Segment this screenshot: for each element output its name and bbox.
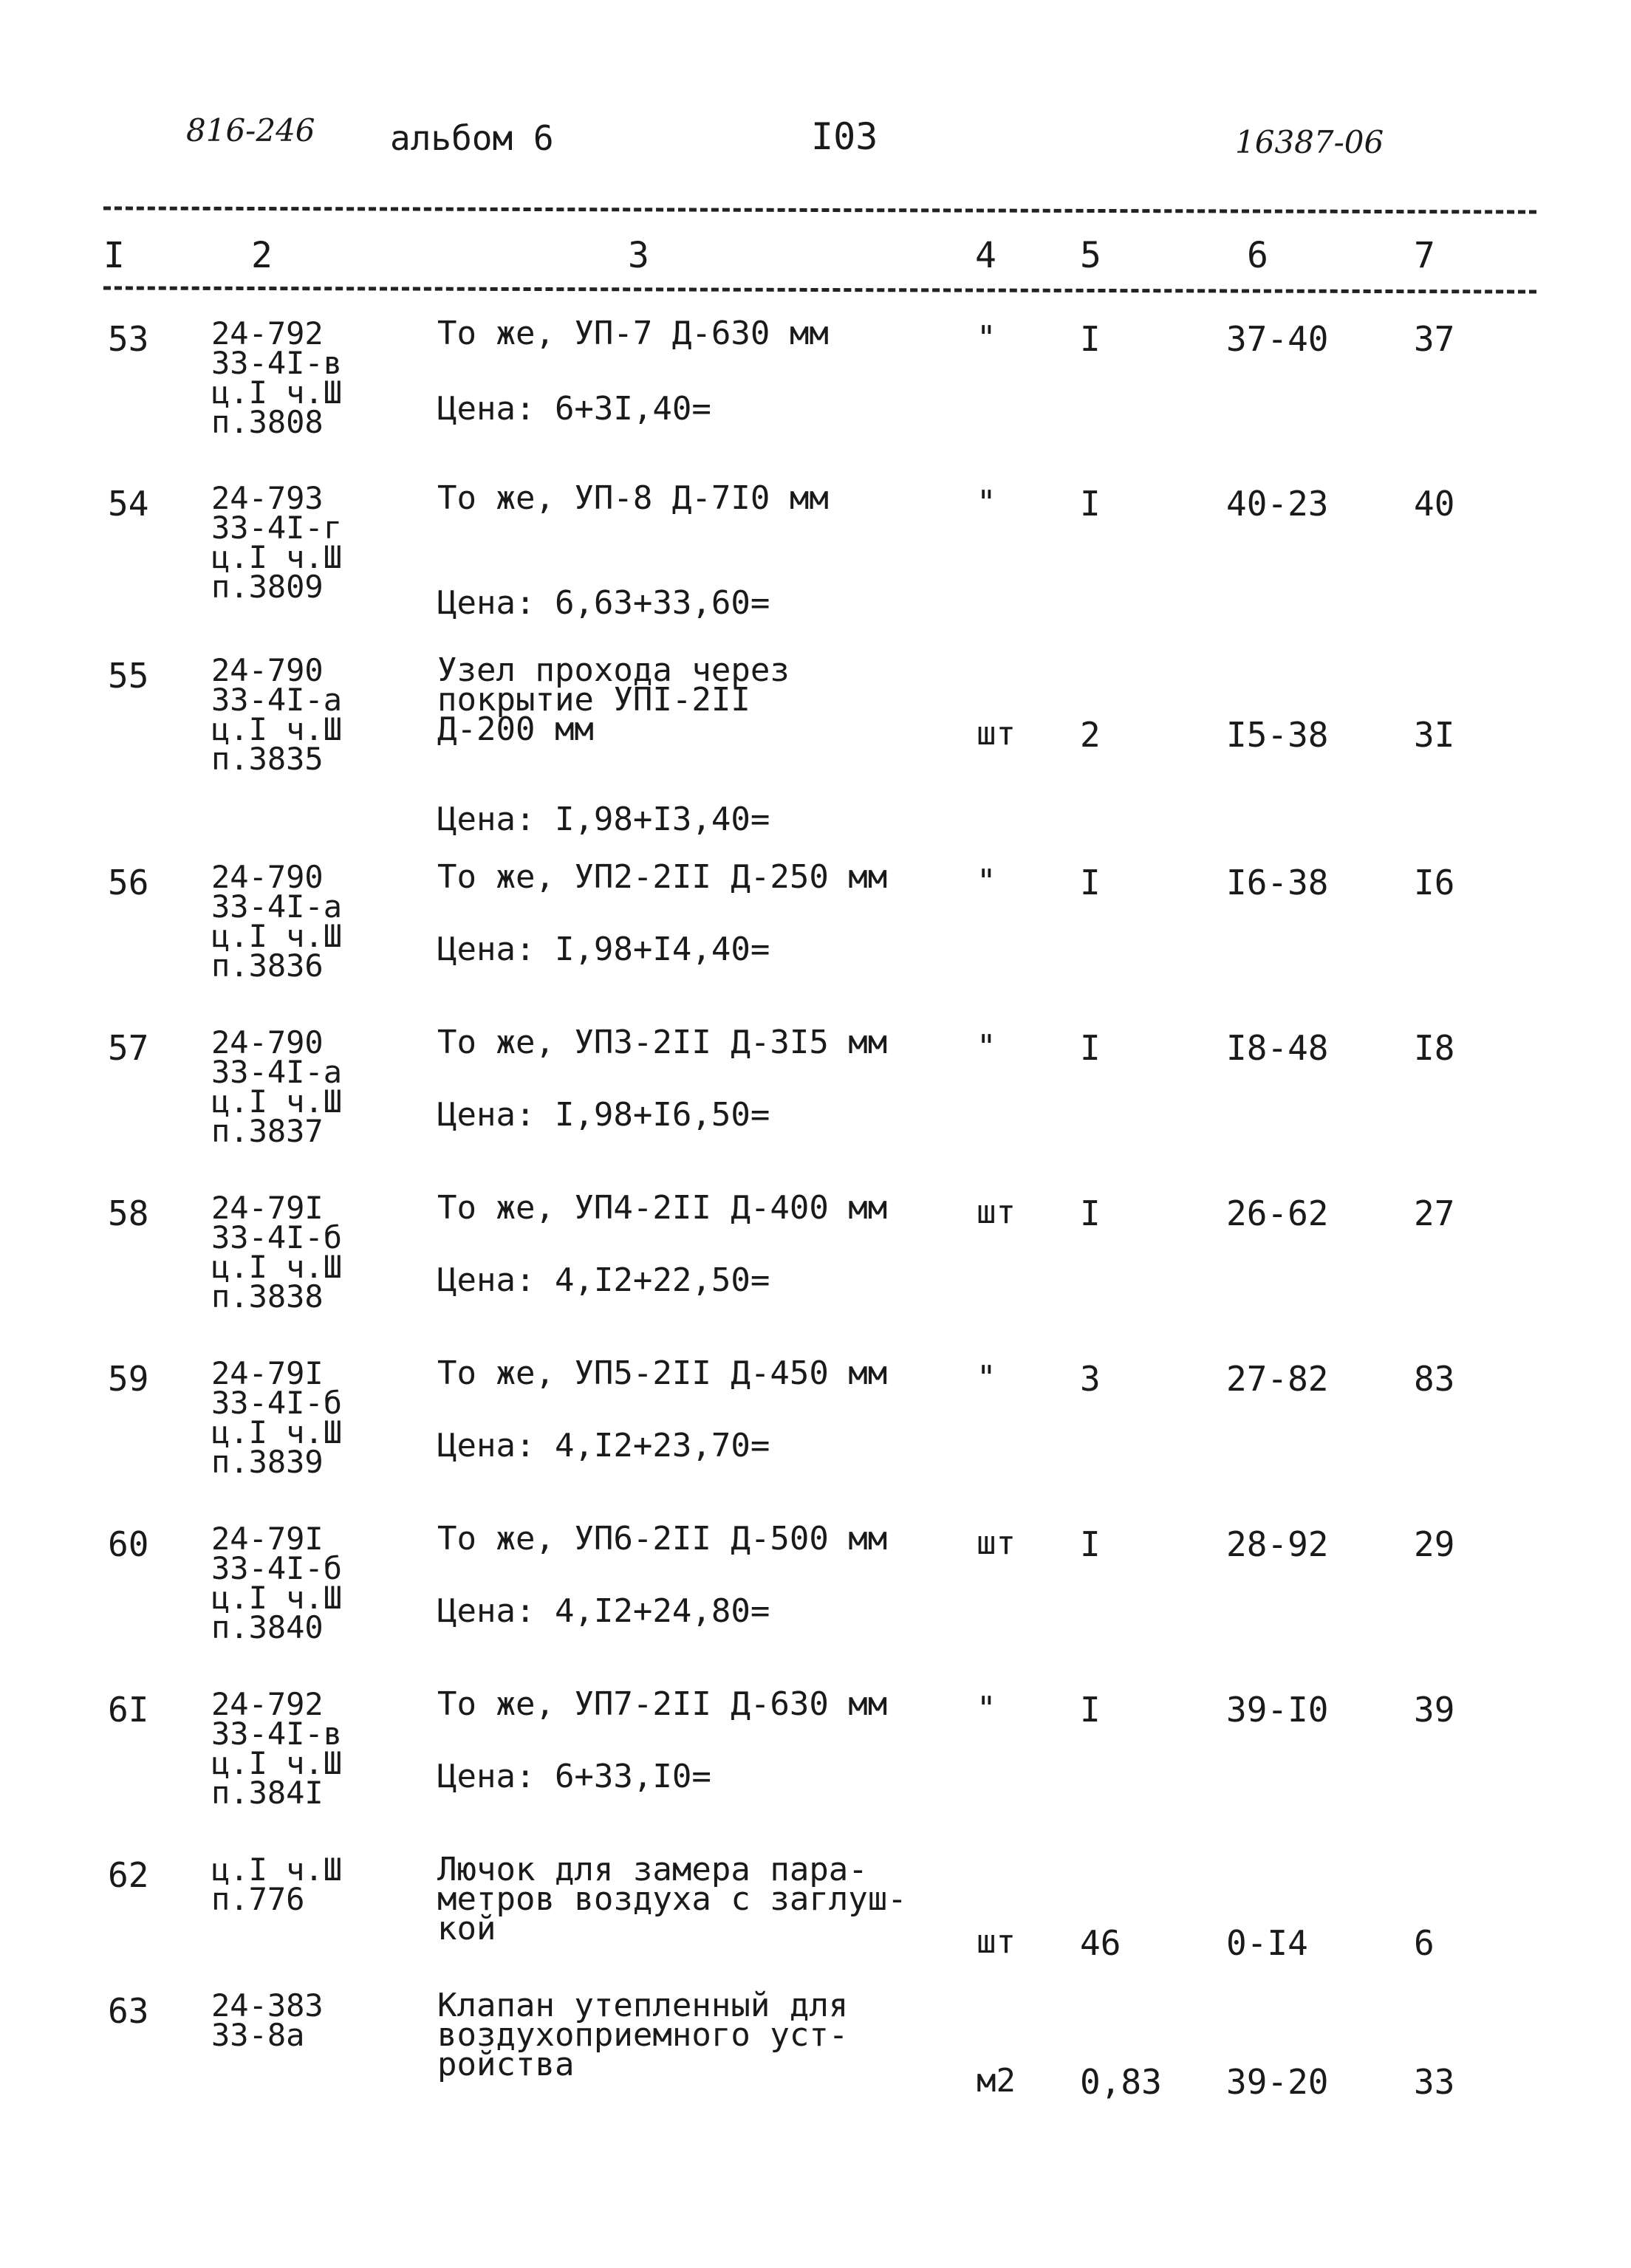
reference-line: п.3837 [211, 1113, 324, 1149]
description-line: То же, УП4-2II Д-400 мм [437, 1189, 888, 1227]
description-line: ройства [437, 2046, 575, 2083]
row-price: Цена: I,98+I6,50= [437, 1096, 770, 1134]
column-header-2: 2 [251, 235, 273, 276]
row-total: 29 [1414, 1524, 1455, 1564]
row-unit: шт [977, 1923, 1016, 1961]
row-quantity: I [1080, 863, 1101, 902]
description-line: кой [437, 1910, 496, 1947]
row-reference [211, 652, 343, 777]
description-line: То же, УП3-2II Д-3I5 мм [437, 1024, 888, 1061]
header-rule-top [103, 206, 1536, 213]
reference-line: п.3840 [211, 1609, 324, 1645]
reference-line: 33-4I-б [211, 1219, 343, 1255]
description-line: То же, УП7-2II Д-630 мм [437, 1685, 888, 1723]
row-description [437, 1024, 888, 1061]
reference-line: 33-4I-г [211, 510, 343, 546]
reference-line: ц.I ч.Ш [211, 1580, 343, 1616]
row-description [437, 651, 790, 748]
reference-line: 24-79I [211, 1521, 324, 1557]
row-unit-cost: 37-40 [1226, 319, 1329, 359]
row-number: 60 [108, 1524, 149, 1564]
reference-line: п.3809 [211, 569, 324, 605]
description-line: покрытие УПI-2II [437, 681, 750, 719]
reference-line: ц.I ч.Ш [211, 1083, 343, 1120]
column-header-1: I [103, 235, 125, 276]
row-number: 54 [108, 484, 149, 524]
row-unit: " [977, 1690, 996, 1727]
row-unit-cost: I8-48 [1226, 1028, 1329, 1068]
row-price: Цена: 6+3I,40= [437, 390, 711, 428]
row-reference [211, 1686, 343, 1811]
row-quantity: I [1080, 1028, 1101, 1068]
description-line: То же, УП2-2II Д-250 мм [437, 858, 888, 896]
album-label: альбом 6 [390, 118, 554, 158]
page-number: I03 [811, 115, 878, 158]
row-unit-cost: 28-92 [1226, 1524, 1329, 1564]
reference-line: 24-792 [211, 1686, 324, 1722]
reference-line: 24-790 [211, 859, 324, 895]
row-total: 27 [1414, 1193, 1455, 1233]
reference-line: п.3836 [211, 948, 324, 984]
row-description [437, 858, 888, 896]
description-line: Клапан утепленный для [437, 1987, 849, 2024]
row-unit: м2 [977, 2062, 1016, 2100]
row-total: 37 [1414, 319, 1455, 359]
row-price: Цена: 4,I2+23,70= [437, 1427, 770, 1464]
row-reference [211, 1851, 343, 1917]
reference-line: 24-793 [211, 480, 324, 516]
description-line: Лючок для замера пара- [437, 1851, 868, 1888]
column-header-5: 5 [1080, 235, 1101, 276]
row-quantity: 0,83 [1080, 2062, 1162, 2102]
description-line: То же, УП5-2II Д-450 мм [437, 1354, 888, 1392]
description-line: То же, УП-8 Д-7I0 мм [437, 479, 829, 517]
row-reference [211, 1355, 343, 1480]
reference-line: 33-4I-а [211, 682, 343, 718]
row-number: 62 [108, 1855, 149, 1895]
reference-line: п.384I [211, 1775, 324, 1811]
row-total: I6 [1414, 863, 1455, 902]
row-unit-cost: 27-82 [1226, 1359, 1329, 1399]
document-code: 816-246 [186, 112, 315, 148]
row-unit: " [977, 863, 996, 900]
row-reference [211, 315, 343, 440]
row-price: Цена: 6+33,I0= [437, 1758, 711, 1795]
row-total: 40 [1414, 484, 1455, 524]
row-unit-cost: I5-38 [1226, 715, 1329, 755]
row-number: 63 [108, 1991, 149, 2031]
row-total: I8 [1414, 1028, 1455, 1068]
row-price: Цена: 4,I2+22,50= [437, 1261, 770, 1299]
reference-line: п.3835 [211, 741, 324, 777]
row-quantity: I [1080, 484, 1101, 524]
row-unit-cost: 0-I4 [1226, 1923, 1308, 1963]
row-unit: " [977, 1359, 996, 1397]
document-number: 16387-06 [1235, 124, 1384, 160]
row-quantity: I [1080, 1193, 1101, 1233]
description-line: То же, УП-7 Д-630 мм [437, 315, 829, 352]
column-header-3: 3 [628, 235, 649, 276]
description-line: То же, УП6-2II Д-500 мм [437, 1520, 888, 1558]
row-total: 3I [1414, 715, 1455, 755]
reference-line: 24-79I [211, 1355, 324, 1391]
row-reference [211, 1521, 343, 1645]
reference-line: 33-4I-а [211, 888, 343, 925]
row-quantity: 46 [1080, 1923, 1121, 1963]
column-header-7: 7 [1414, 235, 1435, 276]
row-quantity: I [1080, 1690, 1101, 1730]
reference-line: 33-4I-в [211, 345, 343, 381]
row-unit-cost: 39-I0 [1226, 1690, 1329, 1730]
reference-line: ц.I ч.Ш [211, 1249, 343, 1285]
row-number: 58 [108, 1193, 149, 1233]
row-number: 56 [108, 863, 149, 902]
reference-line: п.3839 [211, 1444, 324, 1480]
row-price: Цена: I,98+I4,40= [437, 931, 770, 968]
row-description [437, 1851, 907, 1947]
row-unit: шт [977, 1193, 1016, 1231]
row-unit: шт [977, 1524, 1016, 1562]
row-price: Цена: 4,I2+24,80= [437, 1592, 770, 1630]
row-number: 55 [108, 656, 149, 696]
reference-line: ц.I ч.Ш [211, 918, 343, 954]
row-number: 6I [108, 1690, 149, 1730]
reference-line: ц.I ч.Ш [211, 1851, 343, 1888]
row-quantity: 3 [1080, 1359, 1101, 1399]
reference-line: ц.I ч.Ш [211, 539, 343, 575]
reference-line: 33-4I-б [211, 1550, 343, 1586]
row-description [437, 1987, 849, 2083]
reference-line: п.776 [211, 1881, 305, 1917]
row-unit: " [977, 319, 996, 357]
row-quantity: I [1080, 1524, 1101, 1564]
reference-line: п.3808 [211, 404, 324, 440]
column-header-6: 6 [1247, 235, 1268, 276]
row-description [437, 1189, 888, 1227]
reference-line: 24-383 [211, 1987, 324, 2024]
row-total: 39 [1414, 1690, 1455, 1730]
row-reference [211, 1190, 343, 1315]
reference-line: ц.I ч.Ш [211, 711, 343, 747]
row-unit: " [977, 1028, 996, 1066]
header-rule-bottom [103, 286, 1536, 293]
description-line: метров воздуха с заглуш- [437, 1880, 907, 1918]
row-price: Цена: 6,63+33,60= [437, 584, 770, 622]
reference-line: 24-790 [211, 1024, 324, 1061]
row-reference [211, 1987, 324, 2053]
description-line: Узел прохода через [437, 651, 790, 689]
row-unit-cost: 26-62 [1226, 1193, 1329, 1233]
reference-line: 24-790 [211, 652, 324, 688]
row-unit: " [977, 484, 996, 521]
row-unit-cost: I6-38 [1226, 863, 1329, 902]
row-unit-cost: 39-20 [1226, 2062, 1329, 2102]
row-description [437, 1520, 888, 1558]
reference-line: п.3838 [211, 1278, 324, 1315]
row-reference [211, 480, 343, 605]
row-unit: шт [977, 715, 1016, 753]
column-header-4: 4 [975, 235, 996, 276]
row-total: 33 [1414, 2062, 1455, 2102]
row-total: 6 [1414, 1923, 1435, 1963]
reference-line: 33-4I-в [211, 1716, 343, 1752]
row-quantity: I [1080, 319, 1101, 359]
reference-line: 33-4I-а [211, 1054, 343, 1090]
row-reference [211, 859, 343, 984]
description-line: Д-200 мм [437, 710, 594, 748]
reference-line: ц.I ч.Ш [211, 374, 343, 411]
row-quantity: 2 [1080, 715, 1101, 755]
reference-line: 24-792 [211, 315, 324, 352]
row-number: 59 [108, 1359, 149, 1399]
row-description [437, 1685, 888, 1723]
row-unit-cost: 40-23 [1226, 484, 1329, 524]
reference-line: 24-79I [211, 1190, 324, 1226]
row-number: 53 [108, 319, 149, 359]
row-total: 83 [1414, 1359, 1455, 1399]
row-description [437, 315, 829, 352]
row-description [437, 479, 829, 517]
row-reference [211, 1024, 343, 1149]
description-line: воздухоприемного уст- [437, 2016, 849, 2054]
row-number: 57 [108, 1028, 149, 1068]
reference-line: 33-4I-б [211, 1385, 343, 1421]
reference-line: ц.I ч.Ш [211, 1745, 343, 1781]
row-price: Цена: I,98+I3,40= [437, 801, 770, 838]
reference-line: ц.I ч.Ш [211, 1414, 343, 1450]
row-description [437, 1354, 888, 1392]
reference-line: 33-8а [211, 2017, 305, 2053]
